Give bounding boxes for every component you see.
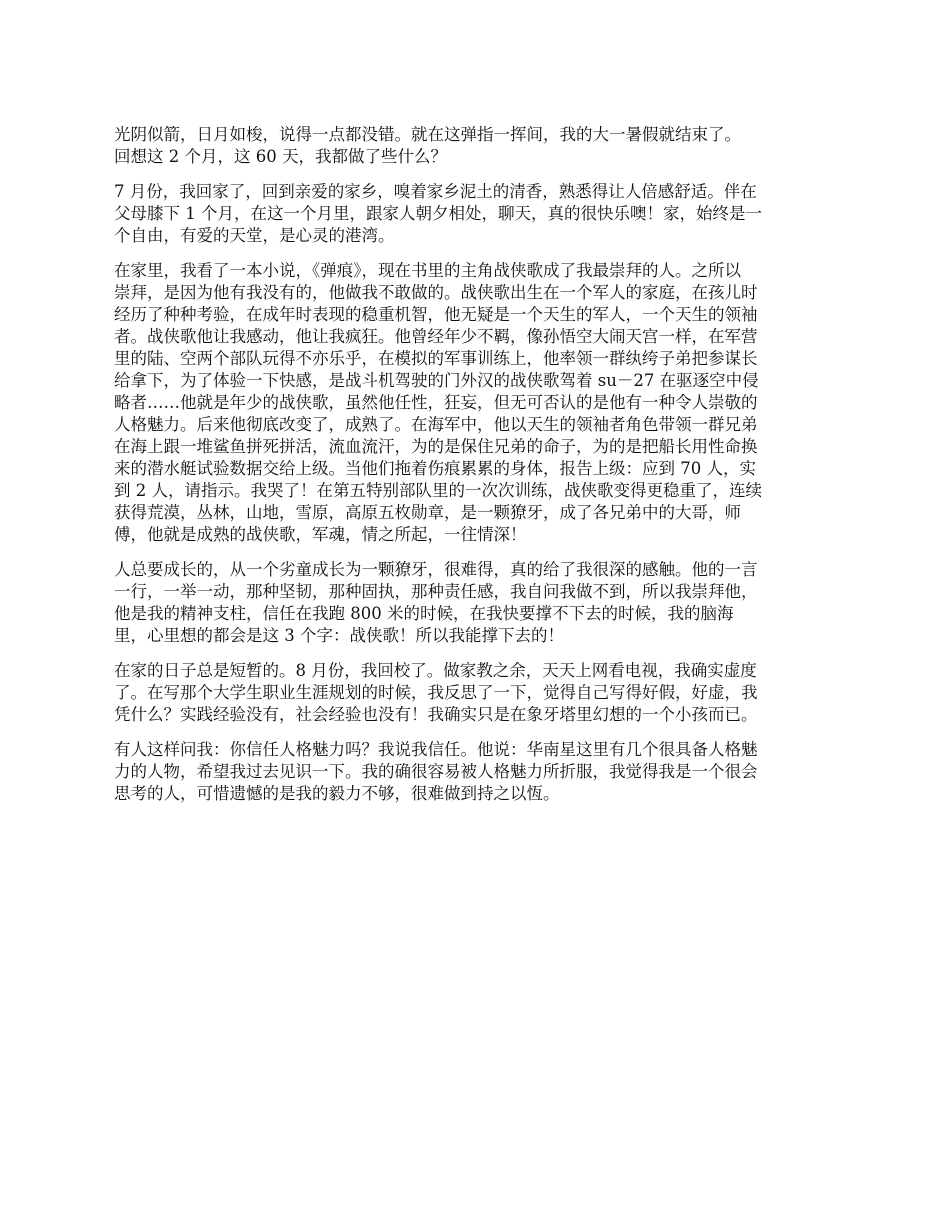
text-line: 了。在写那个大学生职业生涯规划的时候，我反思了一下，觉得自己写得好假，好虚，我	[114, 683, 758, 702]
text-line: 凭什么？实践经验没有，社会经验也没有！我确实只是在象牙塔里幻想的一个小孩而已。	[114, 705, 758, 724]
text-line: 来的潜水艇试验数据交给上级。当他们拖着伤痕累累的身体，报告上级：应到 70 人，实	[114, 459, 756, 478]
text-line: 人格魅力。后来他彻底改变了，成熟了。在海军中，他以天生的领袖者角色带领一群兄弟	[114, 415, 758, 434]
text-line: 在家的日子总是短暂的。8 月份，我回校了。做家教之余，天天上网看电视，我确实虚度	[114, 661, 757, 680]
text-line: 给拿下，为了体验一下快感，是战斗机驾驶的门外汉的战侠歌驾着 su－27 在驱逐空中侵	[114, 371, 759, 390]
paragraph-5	[114, 660, 840, 726]
text-line: 里，心里想的都会是这 3 个字：战侠歌！所以我能撑下去的！	[114, 626, 564, 645]
text-line: 人总要成长的，从一个劣童成长为一颗獠牙，很难得，真的给了我很深的感触。他的一言	[114, 560, 758, 579]
text-line: 傅，他就是成熟的战侠歌，军魂，情之所起，一往情深！	[114, 525, 527, 544]
text-line: 里的陆、空两个部队玩得不亦乐乎，在模拟的军事训练上，他率领一群纨绔子弟把参谋长	[114, 349, 758, 368]
paragraph-6	[114, 739, 840, 805]
text-line: 有人这样问我：你信任人格魅力吗？我说我信任。他说：华南星这里有几个很具备人格魅	[114, 740, 758, 759]
paragraph-1	[114, 124, 840, 168]
text-line: 略者……他就是年少的战侠歌，虽然他任性，狂妄，但无可否认的是他有一种令人崇敬的	[114, 393, 758, 412]
text-line: 力的人物，希望我过去见识一下。我的确很容易被人格魅力所折服，我觉得我是一个很会	[114, 762, 758, 781]
text-line: 到 2 人，请指示。我哭了！在第五特别部队里的一次次训练，战侠歌变得更稳重了，连续	[114, 481, 762, 500]
paragraph-4	[114, 559, 840, 647]
text-line: 崇拜，是因为他有我没有的，他做我不敢做的。战侠歌出生在一个军人的家庭，在孩儿时	[114, 283, 758, 302]
text-line: 7 月份，我回家了，回到亲爱的家乡，嗅着家乡泥土的清香，熟悉得让人倍感舒适。伴在	[114, 182, 757, 201]
text-line: 他是我的精神支柱，信任在我跑 800 米的时候，在我快要撑不下去的时候，我的脑海	[114, 604, 734, 623]
text-line: 回想这 2 个月，这 60 天，我都做了些什么？	[114, 147, 447, 166]
text-line: 个自由，有爱的天堂，是心灵的港湾。	[114, 226, 395, 245]
paragraph-2	[114, 181, 840, 247]
text-line: 父母膝下 1 个月，在这一个月里，跟家人朝夕相处，聊天，真的很快乐噢！家，始终是一	[114, 204, 762, 223]
text-line: 在海上跟一堆鲨鱼拼死拼活，流血流汗，为的是保住兄弟的命子，为的是把船长用性命换	[114, 437, 758, 456]
text-line: 在家里，我看了一本小说，《弹痕》，现在书里的主角战侠歌成了我最崇拜的人。之所以	[114, 261, 741, 280]
text-line: 思考的人，可惜遗憾的是我的毅力不够，很难做到持之以恆。	[114, 784, 560, 803]
text-line: 一行，一举一动，那种坚韧，那种固执，那种责任感，我自问我做不到，所以我崇拜他，	[114, 582, 758, 601]
document-body	[114, 124, 840, 818]
text-line: 经历了种种考验，在成年时表现的稳重机智，他无疑是一个天生的军人，一个天生的领袖	[114, 305, 758, 324]
text-line: 获得荒漠，丛林，山地，雪原，高原五枚勋章，是一颗獠牙，成了各兄弟中的大哥，师	[114, 503, 741, 522]
text-line: 光阴似箭，日月如梭，说得一点都没错。就在这弹指一挥间，我的大一暑假就结束了。	[114, 125, 741, 144]
paragraph-3	[114, 260, 840, 546]
text-line: 者。战侠歌他让我感动，他让我疯狂。他曾经年少不羁，像孙悟空大闹天宫一样，在军营	[114, 327, 758, 346]
